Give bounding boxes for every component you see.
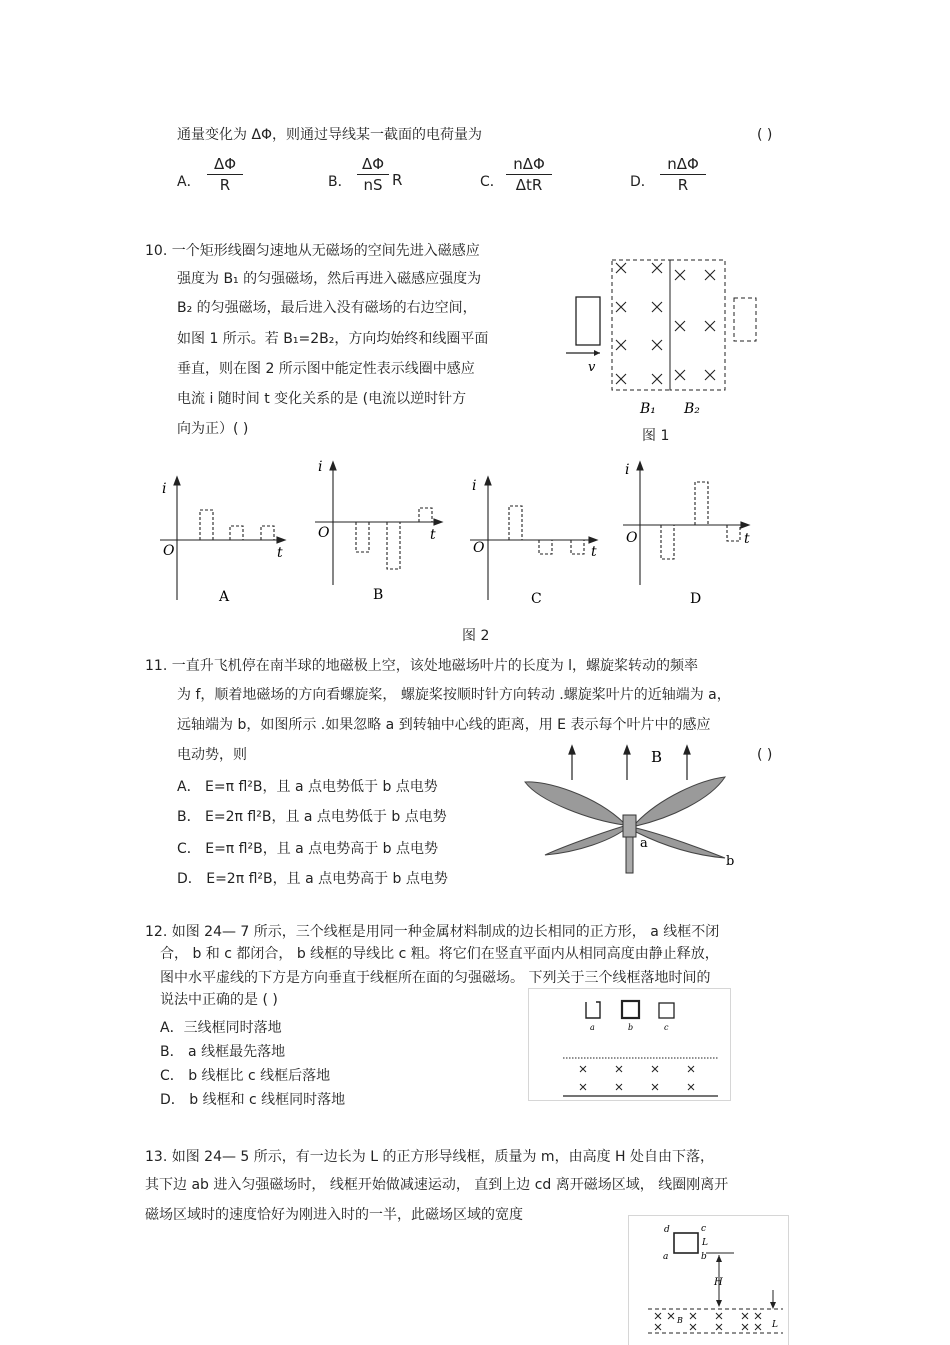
- q11-propeller-figure: [520, 740, 750, 880]
- propeller-hub: [623, 815, 636, 837]
- fraction: [357, 155, 389, 194]
- q12-option-a[interactable]: A．三线框同时落地: [160, 1020, 282, 1036]
- frame-b: [622, 1001, 639, 1018]
- axis-t-b: t: [430, 527, 436, 543]
- point-a-label: a: [640, 836, 648, 851]
- axis-t-c: t: [591, 544, 597, 560]
- option-label: B．: [328, 174, 352, 190]
- axis-t-d: t: [744, 531, 750, 547]
- denominator: R: [219, 176, 231, 194]
- numerator: ΔΦ: [361, 155, 385, 173]
- denominator: ΔtR: [515, 176, 543, 194]
- label-a: a: [663, 1252, 669, 1262]
- field-crosses: [580, 1066, 694, 1090]
- label-b: b: [701, 1252, 707, 1262]
- velocity-label: v: [588, 360, 596, 375]
- origin-d: O: [626, 530, 638, 546]
- axis-i-b: i: [318, 459, 323, 475]
- field-crosses: [655, 1313, 761, 1330]
- figure-2-caption: 图 2: [462, 628, 490, 644]
- figure-frame: [629, 1216, 789, 1345]
- coil-exit-dashed: [734, 298, 756, 341]
- graph-label-c: C: [531, 591, 542, 607]
- q12-line-2: 合， b 和 c 都闭合， b 线框的导线比 c 粗。将它们在竖直平面内从相同高度由静止释放，: [160, 946, 719, 962]
- q10-line-3: B₂ 的匀强磁场，最后进入没有磁场的右边空间，: [177, 300, 477, 316]
- q13-line-3: 磁场区域时的速度恰好为刚进入时的一半，此磁场区域的宽度: [145, 1207, 523, 1223]
- b1-label: B₁: [640, 401, 656, 417]
- label-l-width: L: [772, 1320, 778, 1330]
- numerator: nΔΦ: [667, 155, 699, 173]
- axis-i-a: i: [162, 481, 167, 497]
- option-label: A．: [177, 174, 201, 190]
- q12-option-c[interactable]: C． b 线框比 c 线框后落地: [160, 1068, 331, 1084]
- origin-c: O: [473, 540, 485, 556]
- q12-option-d[interactable]: D． b 线框和 c 线框同时落地: [160, 1092, 346, 1108]
- label-l-side: L: [702, 1238, 708, 1248]
- denominator: nS: [363, 176, 383, 194]
- b2-label: B₂: [684, 401, 700, 417]
- q11-answer-paren: ( ): [757, 747, 773, 763]
- q10-line-5: 垂直，则在图 2 所示图中能定性表示线圈中感应: [177, 361, 475, 377]
- axis-i-c: i: [472, 478, 477, 494]
- axis-t-a: t: [277, 545, 283, 561]
- q11-option-d[interactable]: D． E=2π fl²B，且 a 点电势高于 b 点电势: [177, 871, 448, 887]
- q11-line-2: 为 f，顺着地磁场的方向看螺旋桨， 螺旋桨按顺时针方向转动 .螺旋桨叶片的近轴端为 a，: [177, 687, 731, 703]
- label-c: c: [701, 1224, 707, 1234]
- square-loop: [674, 1233, 698, 1253]
- q12-option-b[interactable]: B． a 线框最先落地: [160, 1044, 286, 1060]
- numerator: nΔΦ: [513, 155, 545, 173]
- q12-line-4: 说法中正确的是 ( ): [160, 992, 278, 1008]
- frame-label-b: b: [628, 1023, 634, 1032]
- q9-stem: 通量变化为 ΔΦ，则通过导线某一截面的电荷量为: [177, 127, 483, 143]
- q12-frames-figure: [528, 988, 733, 1103]
- q11-line-3: 远轴端为 b，如图所示 .如果忽略 a 到转轴中心线的距离，用 E 表示每个叶片中的感应: [177, 717, 711, 733]
- graph-a: [160, 477, 285, 600]
- figure-frame: [529, 989, 731, 1101]
- field-arrows: [569, 746, 690, 780]
- q10-line-7: 向为正）( ): [177, 421, 249, 437]
- q10-figure-1: [560, 255, 770, 420]
- point-b-label: b: [726, 854, 735, 869]
- label-b-field: B: [677, 1316, 683, 1325]
- q11-option-b[interactable]: B． E=2π fl²B，且 a 点电势低于 b 点电势: [177, 809, 447, 825]
- q12-line-1: 12. 如图 24— 7 所示，三个线框是用同一种金属材料制成的边长相同的正方形， a 线框不闭: [145, 924, 720, 940]
- frame-label-c: c: [664, 1023, 669, 1032]
- field-crosses: [616, 263, 715, 384]
- fraction: [660, 155, 706, 194]
- origin-a: O: [163, 543, 175, 559]
- propeller-shaft: [626, 837, 633, 873]
- suffix: R: [392, 171, 403, 189]
- q10-figure-2: [155, 455, 775, 610]
- q10-line-2: 强度为 B₁ 的匀强磁场，然后再进入磁感应强度为: [177, 271, 482, 287]
- option-label: C．: [480, 174, 504, 190]
- label-h: H: [714, 1277, 723, 1288]
- q10-line-6: 电流 i 随时间 t 变化关系的是 (电流以逆时针方: [177, 391, 467, 407]
- origin-b: O: [318, 525, 330, 541]
- q13-figure: [628, 1215, 790, 1345]
- denominator: R: [677, 176, 689, 194]
- option-label: D．: [630, 174, 655, 190]
- numerator: ΔΦ: [213, 155, 237, 173]
- q10-line-1: 10. 一个矩形线圈匀速地从无磁场的空间先进入磁感应: [145, 243, 480, 259]
- q11-option-a[interactable]: A． E=π fl²B，且 a 点电势低于 b 点电势: [177, 779, 438, 795]
- graph-d: [623, 462, 749, 585]
- graph-label-d: D: [690, 591, 702, 607]
- q10-line-4: 如图 1 所示。若 B₁=2B₂，方向均始终和线圈平面: [177, 331, 489, 347]
- axis-i-d: i: [625, 462, 630, 478]
- frame-label-a: a: [590, 1023, 595, 1032]
- q11-option-c[interactable]: C． E=π fl²B，且 a 点电势高于 b 点电势: [177, 841, 438, 857]
- label-d: d: [664, 1225, 670, 1235]
- q13-line-1: 13. 如图 24— 5 所示，有一边长为 L 的正方形导线框，质量为 m，由高度 H 处自由下落，: [145, 1149, 715, 1165]
- graph-label-a: A: [219, 589, 230, 605]
- fraction: [506, 155, 552, 194]
- graph-label-b: B: [373, 587, 384, 603]
- q11-line-4: 电动势，则: [177, 747, 247, 763]
- frame-c: [659, 1003, 674, 1018]
- field-label-b: B: [651, 748, 663, 766]
- graph-b: [315, 462, 442, 585]
- q13-line-2: 其下边 ab 进入匀强磁场时， 线框开始做减速运动， 直到上边 cd 离开磁场区域， 线圈刚离开: [145, 1177, 729, 1193]
- q9-answer-paren: ( ): [757, 127, 773, 143]
- q11-line-1: 11. 一直升飞机停在南半球的地磁极上空，该处地磁场叶片的长度为 l，螺旋桨转动的频率: [145, 658, 699, 674]
- q12-line-3: 图中水平虚线的下方是方向垂直于线框所在面的匀强磁场。 下列关于三个线框落地时间的: [160, 970, 711, 986]
- frame-a-open: [586, 1002, 600, 1018]
- field-b1-region: [612, 260, 670, 390]
- coil-rect: [576, 297, 600, 345]
- fraction: [207, 155, 243, 194]
- figure-1-caption: 图 1: [642, 428, 670, 444]
- graph-c: [470, 477, 597, 600]
